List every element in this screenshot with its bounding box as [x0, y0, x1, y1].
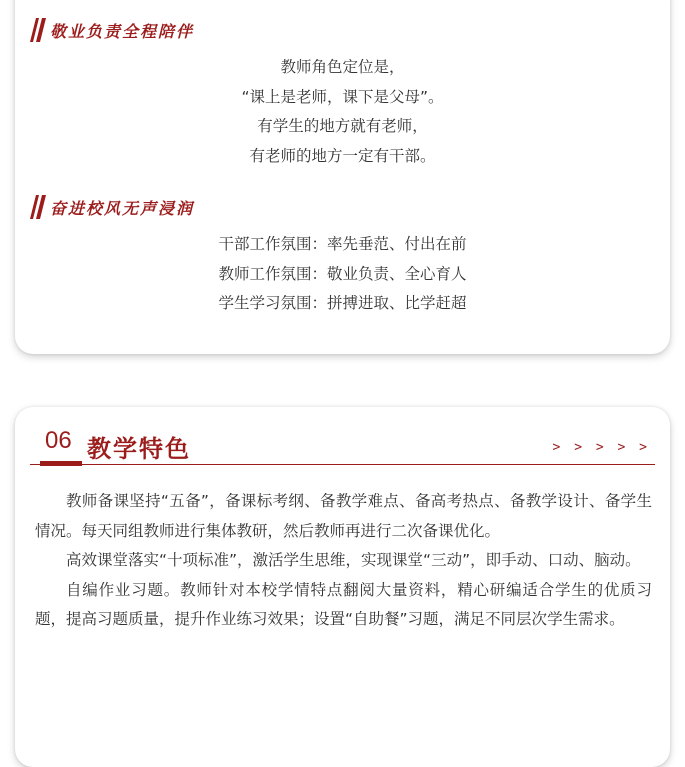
- commitment-line: 有学生的地方就有老师，: [257, 117, 428, 135]
- teaching-card: [15, 407, 670, 767]
- heading-bars-icon: [33, 195, 43, 219]
- commitment-card: [15, 0, 670, 354]
- commitment-heading: [33, 15, 194, 45]
- teaching-body: [35, 487, 652, 635]
- chevrons-right-icon: > > > > >: [552, 440, 650, 455]
- section-title: 教学特色: [87, 435, 191, 463]
- spirit-line: 干部工作氛围：率先垂范、付出在前: [218, 235, 467, 253]
- spirit-heading-text: 奋进校风无声浸润: [50, 198, 195, 218]
- section-number: 06: [45, 427, 72, 454]
- spirit-line: 学生学习氛围：拼搏进取、比学赶超: [218, 294, 467, 312]
- commitment-line: 有老师的地方一定有干部。: [249, 146, 436, 165]
- teaching-paragraph: 高效课堂落实“十项标准”，激活学生思维，实现课堂“三动”，即手动、口动、脑动。: [66, 551, 641, 569]
- spirit-text: [15, 230, 670, 319]
- teaching-paragraph: 教师备课坚持“五备”，备课标考纲、备教学难点、备高考热点、备教学设计、备学生情况。每天同组教师进行集体教研，然后教师再进行二次备课优化。: [35, 492, 652, 540]
- section-header: [30, 427, 655, 467]
- commitment-text: [15, 53, 670, 171]
- section-divider: [30, 464, 655, 465]
- heading-bars-icon: [33, 18, 43, 42]
- spirit-line: 教师工作氛围：敬业负责、全心育人: [218, 264, 467, 283]
- commitment-line: 教师角色定位是，: [280, 58, 405, 76]
- teaching-paragraph: 自编作业习题。教师针对本校学情特点翻阅大量资料，精心研编适合学生的优质习题，提高习题质量，提升作业练习效果；设置“自助餐”习题，满足不同层次学生需求。: [35, 580, 652, 628]
- spirit-heading: [33, 192, 194, 222]
- commitment-heading-text: 敬业负责全程陪伴: [50, 21, 195, 41]
- commitment-line: “课上是老师，课下是父母”。: [241, 87, 444, 106]
